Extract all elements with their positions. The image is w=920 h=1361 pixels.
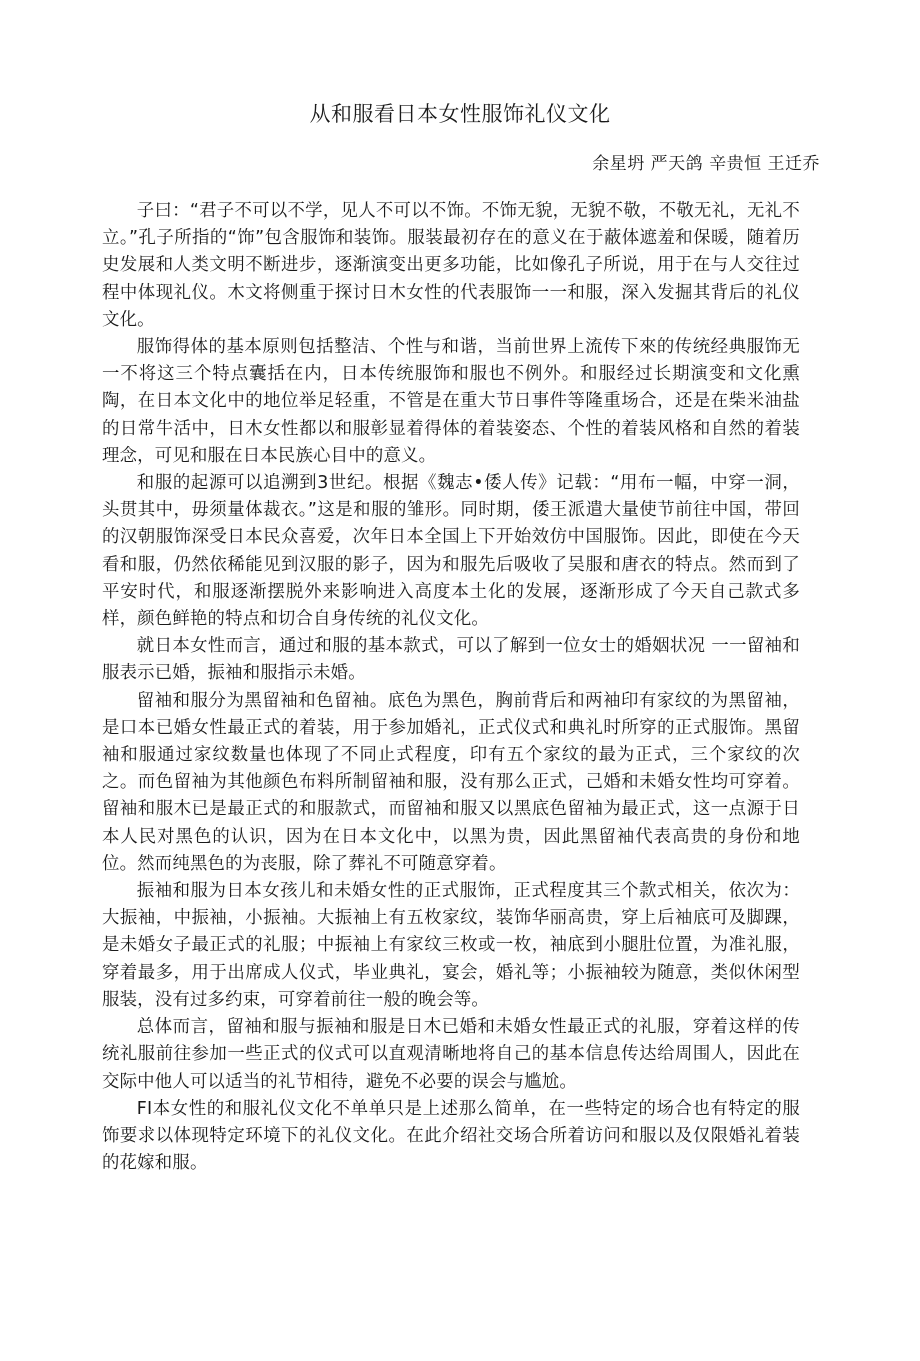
paragraph-3: 和服的起源可以追溯到3世纪。根据《魏志•倭人传》记载：“用布一幅，中穿一洞，头贯其中，毋须量体裁衣。”这是和服的雏形。同时期，倭王派遣大量使节前往中国，带回的汉朝服饰深受日本民众喜爱，次年日本全国上下开始效仿中国服饰。因此，即使在今天看和服，仍然依稀能见到汉服的影子，因为和服先后吸收了吴服和唐衣的特点。然而到了平安时代，和服逐渐摆脱外来影响进入高度本土化的发展，逐渐形成了今天自己款式多样，颜色鲜艳的特点和切合自身传统的礼仪文化。: [102, 473, 800, 630]
paragraph-2: 服饰得体的基本原则包括整洁、个性与和谐，当前世界上流传下來的传统经典服饰无一不将这三个特点囊括在内，日本传统服饰和服也不例外。和服经过长期演变和文化熏陶，在日本文化中的地位举足轻重，不管是在重大节日事件等隆重场合，还是在柴米油盐的日常牛活中，日木女性都以和服彰显着得体的着装姿态、个性的着装风格和自然的着装理念，可见和服在日本民族心目中的意义。: [102, 337, 800, 466]
paragraph-7: 总体而言，留袖和服与振袖和服是日木已婚和未婚女性最正式的礼服，穿着这样的传统礼服前往参加一些正式的仪式可以直观清晰地将自己的基本信息传达给周围人，因此在交际中他人可以适当的礼节相待，避免不必要的误会与尴尬。: [102, 1017, 800, 1092]
document-title: 从和服看日本女性服饰礼仪文化: [309, 102, 611, 126]
author-line: 余星坍 严天鸽 辛贵恒 王迁乔: [592, 154, 820, 174]
paragraph-1: 子曰：“君子不可以不学，见人不可以不饰。不饰无貌，无貌不敬，不敬无礼，无礼不立。”孔子所指的“饰”包含服饰和装饰。服装最初存在的意义在于蔽体遮羞和保暖，随着历史发展和人类文明不断进步，逐渐演变出更多功能，比如像孔子所说，用于在与人交往过程中体现礼仪。木文将侧重于探讨日木女性的代表服饰一一和服，深入发掘其背后的礼仪文化。: [102, 201, 800, 330]
paragraph-5: 留袖和服分为黑留袖和色留袖。底色为黑色，胸前背后和两袖印有家纹的为黑留袖，是口本已婚女性最正式的着装，用于参加婚礼，正式仪式和典礼时所穿的正式服饰。黑留袖和服通过家纹数量也体现了不同止式程度，印有五个家纹的最为正式，三个家纹的次之。而色留袖为其他颜色布料所制留袖和服，没有那么正式，己婚和未婚女性均可穿着。留袖和服木已是最正式的和服款式，而留袖和服又以黑底色留袖为最正式，这一点源于日本人民对黑色的认识，因为在日本文化中，以黑为贵，因此黑留袖代表高贵的身份和地位。然而纯黑色的为丧服，除了葬礼不可随意穿着。: [102, 690, 800, 874]
paragraph-8: FI本女性的和服礼仪文化不单单只是上述那么简单，在一些特定的场合也有特定的服饰要求以体现特定环境下的礼仪文化。在此介绍社交场合所着访问和服以及仅限婚礼着装的花嫁和服。: [102, 1098, 800, 1174]
article-body: [102, 198, 800, 1177]
paragraph-4: 就日本女性而言，通过和服的基本款式，可以了解到一位女士的婚姻状况 一一留袖和服表示已婚，振袖和服指示未婚。: [102, 636, 800, 684]
paragraph-6: 振袖和服为日本女孩儿和未婚女性的正式服饰，正式程度其三个款式相关，依次为：大振袖，中振袖，小振袖。大振袖上有五枚家纹，装饰华丽高贵，穿上后袖底可及脚踝，是未婚女子最正式的礼服；中振袖上有家纹三枚或一枚，袖底到小腿肚位置，为准礼服，穿着最多，用于出席成人仪式，毕业典礼，宴会，婚礼等；小振袖较为随意，类似休闲型服装，没有过多约束，可穿着前往一般的晚会等。: [102, 881, 800, 1010]
